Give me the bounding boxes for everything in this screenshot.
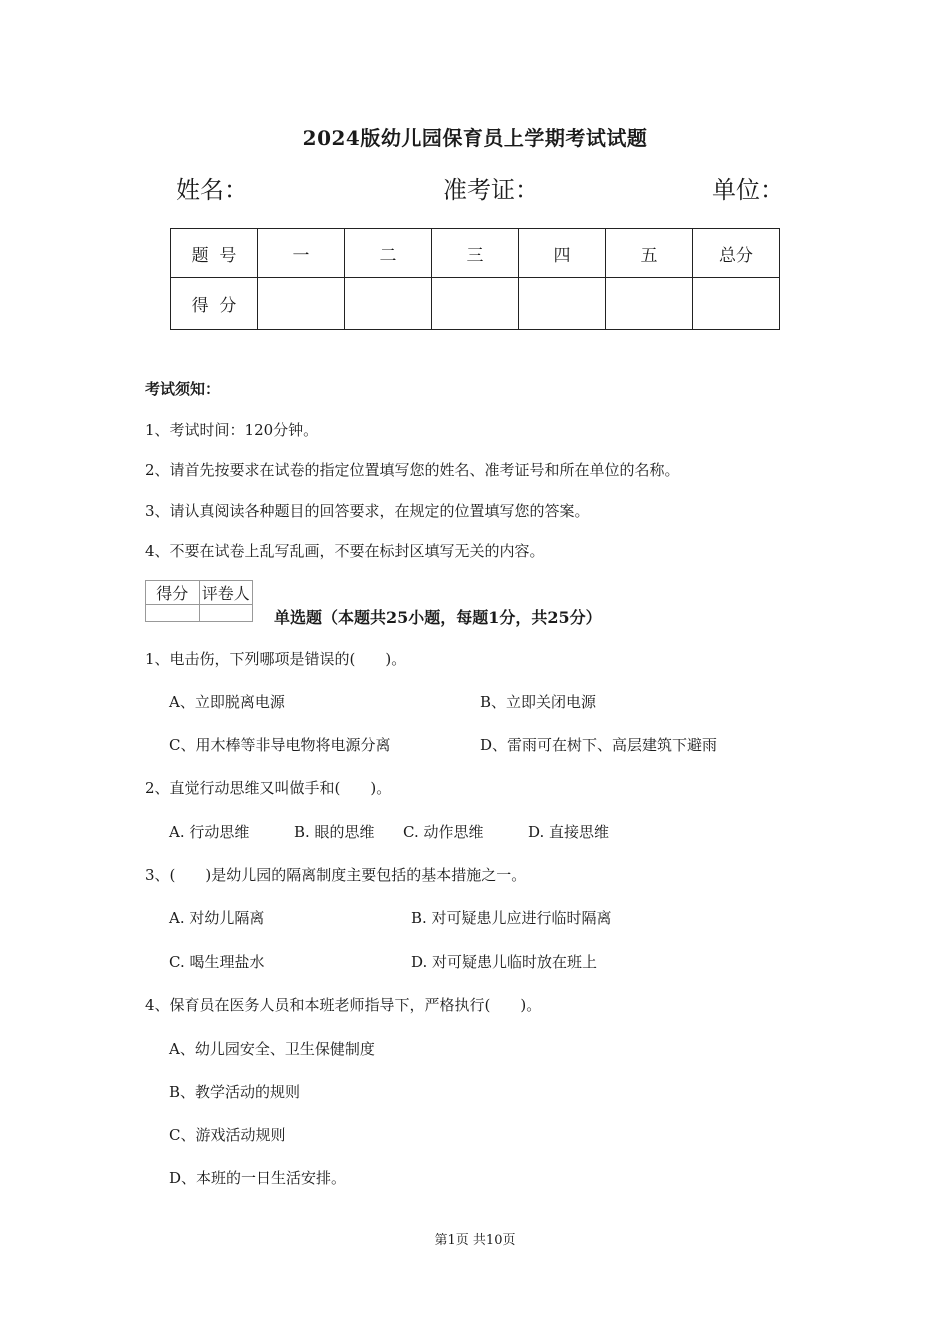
question-option[interactable]: B. 眼的思维 bbox=[294, 823, 375, 841]
score-table-header-cell: 五 bbox=[606, 229, 693, 278]
question-option[interactable]: A. 行动思维 bbox=[169, 823, 250, 841]
score-table-score-label: 得 分 bbox=[171, 278, 258, 330]
question-option[interactable]: D、本班的一日生活安排。 bbox=[169, 1169, 347, 1187]
question-option[interactable]: D、雷雨可在树下、高层建筑下避雨 bbox=[480, 736, 718, 754]
notice-item: 1、考试时间：120分钟。 bbox=[145, 421, 319, 439]
page-footer: 第1页 共10页 bbox=[434, 1233, 516, 1248]
score-table-header-cell: 三 bbox=[432, 229, 519, 278]
notice-item: 3、请认真阅读各种题目的回答要求，在规定的位置填写您的答案。 bbox=[145, 502, 590, 520]
question-option[interactable]: D. 对可疑患儿临时放在班上 bbox=[411, 953, 598, 971]
notice-item: 4、不要在试卷上乱写乱画，不要在标封区填写无关的内容。 bbox=[145, 542, 545, 560]
question-option[interactable]: C. 喝生理盐水 bbox=[169, 953, 265, 971]
question-option[interactable]: A、立即脱离电源 bbox=[169, 693, 285, 711]
score-cell[interactable] bbox=[345, 278, 432, 330]
question-option[interactable]: D. 直接思维 bbox=[528, 823, 610, 841]
question-option[interactable]: A. 对幼儿隔离 bbox=[169, 909, 265, 927]
name-label: 姓名： bbox=[176, 176, 248, 204]
grader-name-label: 评卷人 bbox=[199, 581, 253, 605]
grader-table bbox=[145, 580, 253, 622]
question-stem: 4、保育员在医务人员和本班老师指导下，严格执行( )。 bbox=[145, 996, 542, 1014]
score-table-header-cell: 二 bbox=[345, 229, 432, 278]
exam-id-label: 准考证： bbox=[443, 176, 539, 204]
score-table bbox=[170, 228, 780, 330]
score-table-header-cell: 总分 bbox=[693, 229, 780, 278]
unit-label: 单位： bbox=[712, 176, 784, 204]
exam-title: 2024版幼儿园保育员上学期考试试题 bbox=[302, 126, 648, 150]
question-option[interactable]: C、用木棒等非导电物将电源分离 bbox=[169, 736, 391, 754]
notice-item: 2、请首先按要求在试卷的指定位置填写您的姓名、准考证号和所在单位的名称。 bbox=[145, 461, 680, 479]
question-stem: 1、电击伤，下列哪项是错误的( )。 bbox=[145, 650, 407, 668]
question-option[interactable]: A、幼儿园安全、卫生保健制度 bbox=[169, 1040, 375, 1058]
score-table-header-cell: 四 bbox=[519, 229, 606, 278]
score-cell[interactable] bbox=[258, 278, 345, 330]
score-table-score-row bbox=[171, 278, 780, 330]
question-option[interactable]: B、立即关闭电源 bbox=[480, 693, 597, 711]
grader-score-cell[interactable] bbox=[146, 605, 200, 622]
question-option[interactable]: C. 动作思维 bbox=[403, 823, 484, 841]
section-title: 单选题（本题共25小题，每题1分，共25分） bbox=[274, 608, 602, 627]
score-cell[interactable] bbox=[519, 278, 606, 330]
score-table-header-row bbox=[171, 229, 780, 278]
notice-title: 考试须知： bbox=[145, 380, 221, 398]
score-cell[interactable] bbox=[693, 278, 780, 330]
score-table-header-label: 题 号 bbox=[171, 229, 258, 278]
grader-name-cell[interactable] bbox=[199, 605, 253, 622]
question-option[interactable]: C、游戏活动规则 bbox=[169, 1126, 286, 1144]
score-cell[interactable] bbox=[432, 278, 519, 330]
question-option[interactable]: B. 对可疑患儿应进行临时隔离 bbox=[411, 909, 612, 927]
question-stem: 3、( )是幼儿园的隔离制度主要包括的基本措施之一。 bbox=[145, 866, 527, 884]
question-option[interactable]: B、教学活动的规则 bbox=[169, 1083, 301, 1101]
grader-score-label: 得分 bbox=[146, 581, 200, 605]
score-table-header-cell: 一 bbox=[258, 229, 345, 278]
question-stem: 2、直觉行动思维又叫做手和( )。 bbox=[145, 779, 392, 797]
score-cell[interactable] bbox=[606, 278, 693, 330]
